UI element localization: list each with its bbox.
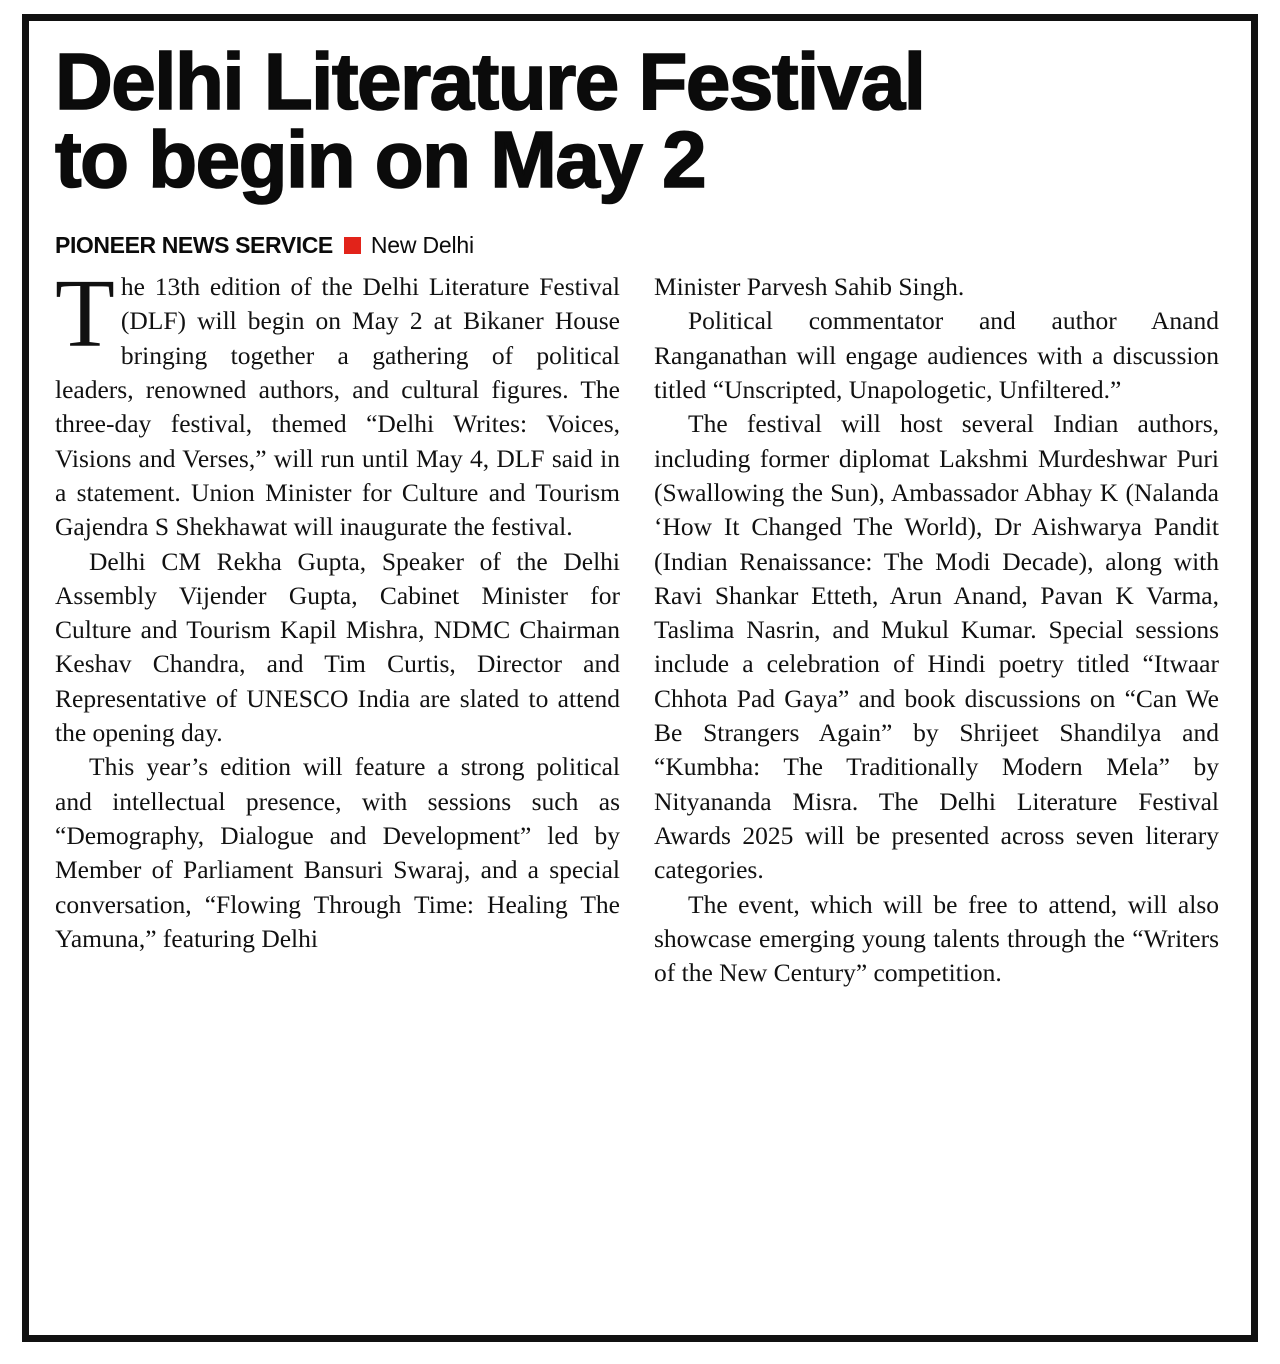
paragraph: Political commentator and author Anand Ranganathan will engage audiences with a discussion titled “Unscripted, Unapologetic, Unfiltered.” xyxy=(654,306,1219,405)
paragraph: The 13th edition of the Delhi Literature Festival (DLF) will begin on May 2 at Bikaner House bringing together a gathering of political leaders, renowned authors, and cultural figures. The three-day festival, themed “Delhi Writes: Voices, Visions and Verses,” will run until May 4, DLF said in a statement. Union Minister for Culture and Tourism Gajendra S Shekhawat will inaugurate the festival. xyxy=(55,260,620,542)
paragraph: The festival will host several Indian authors, including former diplomat Lakshmi Murdeshwar Puri (Swallowing the Sun), Ambassador Abhay K (Nalanda ‘How It Changed The World), Dr Aishwarya Pandit (Indian Renaissance: The Modi Decade), along with Ravi Shankar Etteth, Arun Anand, Pavan K Varma, Taslima Nasrin, and Mukul Kumar. Special sessions include a celebration of Hindi poetry titled “Itwaar Chhota Pad Gaya” and book discussions on “Can We Be Strangers Again” by Shrijeet Shandilya and “Kumbha: The Traditionally Modern Mela” by Nityananda Misra. The Delhi Literature Festival Awards 2025 will be presented across seven literary categories. xyxy=(654,409,1219,885)
article-frame xyxy=(22,14,1258,1342)
paragraph: The event, which will be free to attend, will also showcase emerging young talents through the “Writers of the New Century” competition. xyxy=(654,889,1219,988)
page-title xyxy=(55,37,1225,204)
byline-service: PIONEER NEWS SERVICE xyxy=(55,231,333,258)
headline-line-1: Delhi Literature Festival xyxy=(55,37,925,126)
red-square-icon xyxy=(344,237,361,254)
paragraph: Delhi CM Rekha Gupta, Speaker of the Delhi Assembly Vijender Gupta, Cabinet Minister for Culture and Tourism Kapil Mishra, NDMC Chairman Keshav Chandra, and Tim Curtis, Director and Representative of UNESCO India are slated to attend the opening day. xyxy=(55,546,620,748)
article-body xyxy=(55,260,1225,990)
column-right xyxy=(654,270,1219,990)
column-left xyxy=(55,260,620,990)
byline xyxy=(55,232,1225,258)
paragraph: This year’s edition will feature a strong political and intellectual presence, with sessions such as “Demography, Dialogue and Development” led by Member of Parliament Bansuri Swaraj, and a special conversation, “Flowing Through Time: Healing The Yamuna,” featuring Delhi xyxy=(55,752,620,953)
byline-location: New Delhi xyxy=(370,231,474,258)
paragraph: Minister Parvesh Sahib Singh. xyxy=(654,272,965,302)
headline-line-2: to begin on May 2 xyxy=(55,114,706,204)
